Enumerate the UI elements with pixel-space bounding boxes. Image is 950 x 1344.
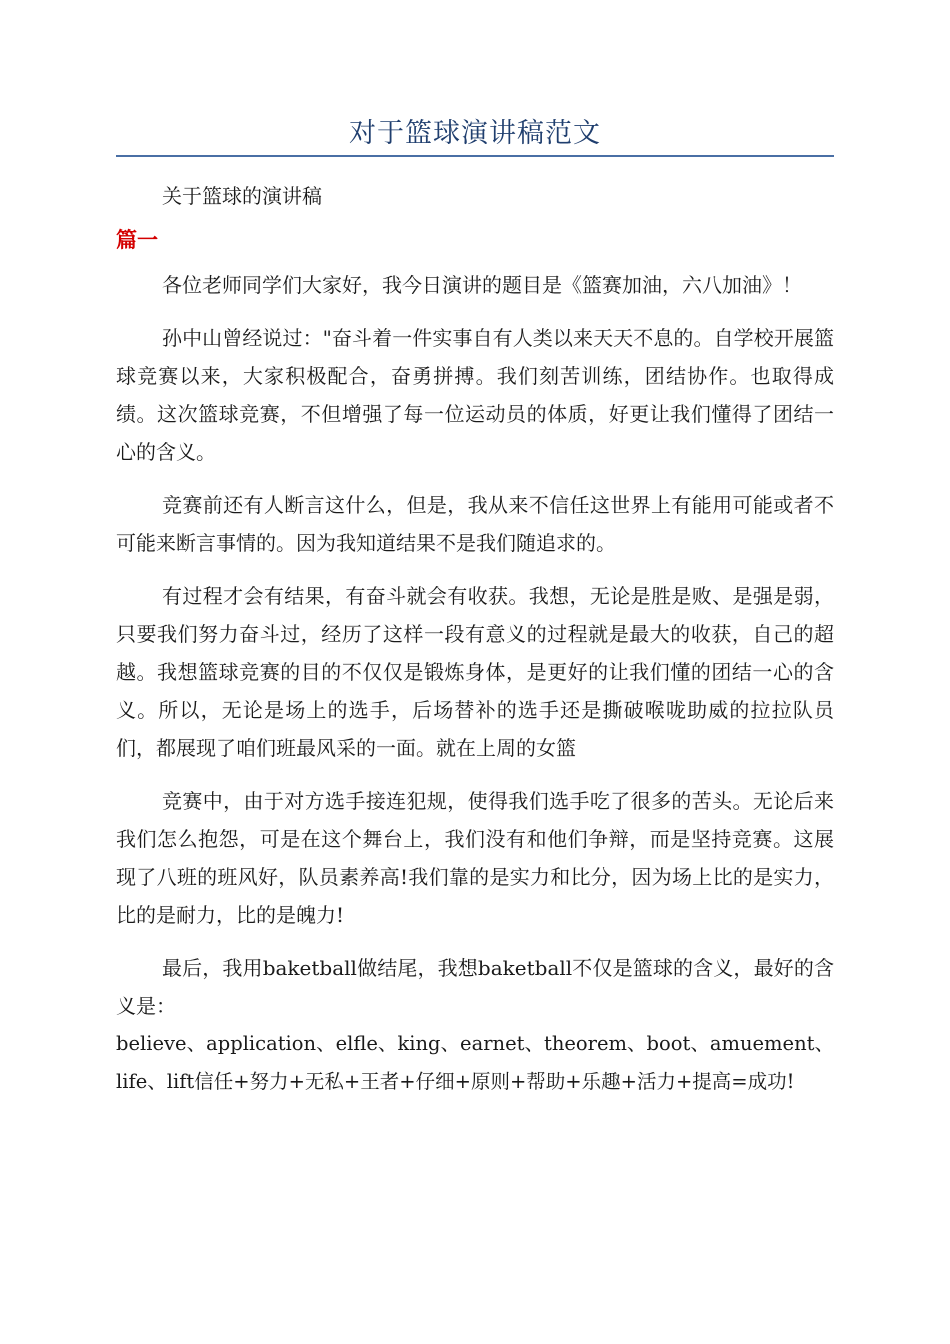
paragraph-7: believe、application、elfle、king、earnet、theorem、boot、amuement、life、lift信任+努力+无私+王者+仔细+原则+帮助+乐趣+活力+提高=成功!	[116, 1032, 834, 1093]
paragraph-5: 竞赛中，由于对方选手接连犯规，使得我们选手吃了很多的苦头。无论后来我们怎么抱怨，可是在这个舞台上，我们没有和他们争辩，而是坚持竞赛。这展现了八班的班风好，队员素养高!我们靠的是实力和比分，因为场上比的是实力，比的是耐力，比的是魄力!	[116, 789, 834, 927]
document-subtitle: 关于篮球的演讲稿	[162, 184, 322, 208]
paragraph-2: 孙中山曾经说过："奋斗着一件实事自有人类以来天天不息的。自学校开展篮球竞赛以来，大家积极配合，奋勇拼搏。我们刻苦训练，团结协作。也取得成绩。这次篮球竞赛，不但增强了每一位运动员的体质，好更让我们懂得了团结一心的含义。	[116, 326, 834, 464]
title-underline	[116, 155, 834, 157]
document-page	[116, 0, 834, 1101]
document-title: 对于篮球演讲稿范文	[349, 118, 601, 149]
paragraph-4: 有过程才会有结果，有奋斗就会有收获。我想，无论是胜是败、是强是弱，只要我们努力奋斗过，经历了这样一段有意义的过程就是最大的收获，自己的超越。我想篮球竞赛的目的不仅仅是锻炼身体，是更好的让我们懂的团结一心的含义。所以，无论是场上的选手，后场替补的选手还是撕破喉咙助威的拉拉队员们，都展现了咱们班最风采的一面。就在上周的女篮	[116, 584, 834, 760]
section-heading: 篇一	[116, 228, 158, 252]
paragraph-1: 各位老师同学们大家好，我今日演讲的题目是《篮赛加油，六八加油》！	[162, 273, 802, 297]
paragraph-3: 竞赛前还有人断言这什么，但是，我从来不信任这世界上有能用可能或者不可能来断言事情的。因为我知道结果不是我们随追求的。	[116, 493, 834, 555]
paragraph-6: 最后，我用baketball做结尾，我想baketball不仅是篮球的含义，最好的含义是：	[116, 956, 834, 1018]
